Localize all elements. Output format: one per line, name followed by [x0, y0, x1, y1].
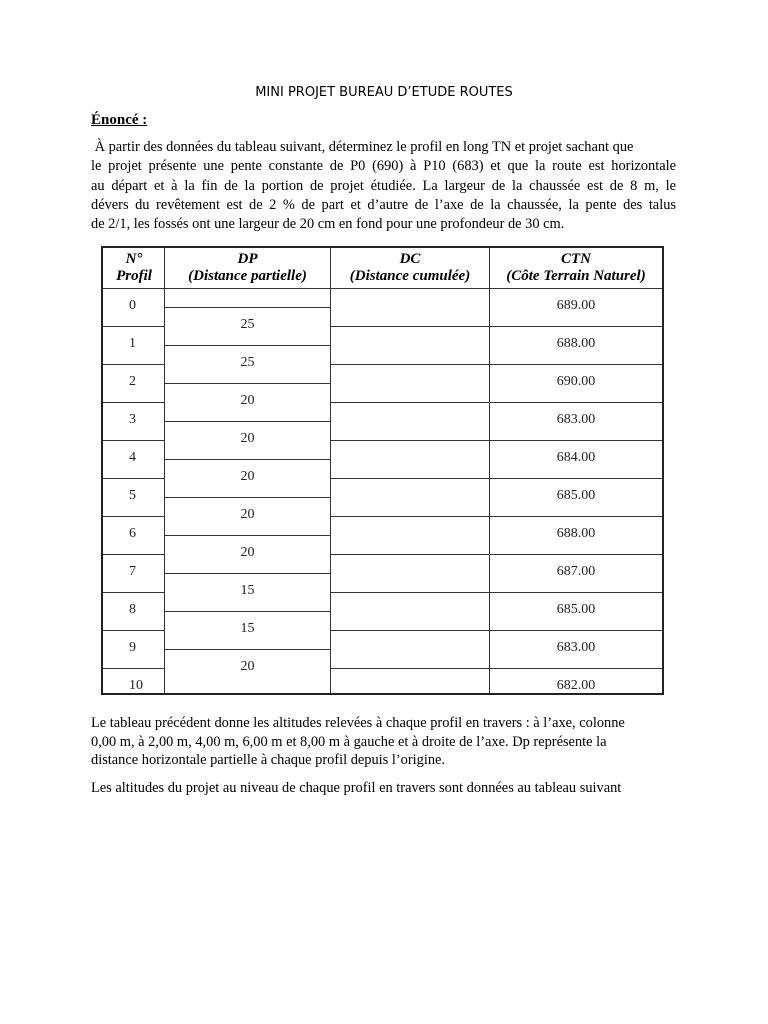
ctn-value: 688.00 — [556, 336, 596, 351]
data-table — [101, 246, 664, 695]
ctn-value: 689.00 — [556, 298, 596, 313]
row-divider — [103, 668, 165, 669]
page-title: MINI PROJET BUREAU D’ETUDE ROUTES — [255, 85, 513, 100]
intro-line: le projet présente une pente constante de P0 (690) à P10 (683) et que la route est horizontale — [91, 158, 676, 175]
dp-divider — [165, 573, 330, 574]
profile-number: 7 — [129, 564, 136, 579]
header-dc-line1: DC — [399, 251, 421, 267]
header-ctn-line1: CTN — [561, 251, 591, 267]
intro-paragraph — [91, 138, 676, 234]
row-divider — [330, 478, 490, 479]
row-divider — [490, 364, 662, 365]
dp-divider — [165, 649, 330, 650]
header-divider — [103, 288, 662, 289]
row-divider — [490, 516, 662, 517]
ctn-value: 685.00 — [556, 488, 596, 503]
ctn-value: 682.00 — [556, 678, 596, 693]
row-divider — [490, 592, 662, 593]
paragraph-line: Le tableau précédent donne les altitudes relevées à chaque profil en travers : à l’axe, colonne — [91, 715, 625, 731]
dp-value: 20 — [240, 659, 255, 674]
header-dp — [165, 248, 330, 288]
profile-number: 2 — [129, 374, 136, 389]
profile-number: 8 — [129, 602, 136, 617]
row-divider — [490, 326, 662, 327]
ctn-value: 683.00 — [556, 640, 596, 655]
header-dc-line2: (Distance cumulée) — [349, 268, 471, 284]
header-profil-line1: N° — [125, 251, 143, 267]
row-divider — [103, 440, 165, 441]
ctn-value: 683.00 — [556, 412, 596, 427]
profile-number: 4 — [129, 450, 136, 465]
header-dp-line2: (Distance partielle) — [188, 268, 307, 284]
ctn-value: 685.00 — [556, 602, 596, 617]
profile-number: 9 — [129, 640, 136, 655]
dp-divider — [165, 497, 330, 498]
dp-divider — [165, 459, 330, 460]
dp-value: 20 — [240, 431, 255, 446]
after-table-paragraph — [91, 714, 676, 770]
dp-divider — [165, 383, 330, 384]
dp-divider — [165, 611, 330, 612]
ctn-value: 684.00 — [556, 450, 596, 465]
ctn-value: 688.00 — [556, 526, 596, 541]
row-divider — [490, 440, 662, 441]
row-divider — [330, 630, 490, 631]
intro-line: au départ et à la fin de la portion de projet étudiée. La largeur de la chaussée est de 8 m, le — [91, 177, 676, 194]
row-divider — [103, 478, 165, 479]
intro-line: de 2/1, les fossés ont une largeur de 20 cm en fond pour une profondeur de 30 cm. — [91, 216, 565, 233]
row-divider — [330, 668, 490, 669]
header-dp-line1: DP — [237, 251, 258, 267]
header-profil — [103, 248, 165, 288]
header-ctn-line2: (Côte Terrain Naturel) — [506, 268, 646, 284]
ctn-value: 687.00 — [556, 564, 596, 579]
dp-value: 20 — [240, 469, 255, 484]
profile-number: 3 — [129, 412, 136, 427]
column-divider — [330, 248, 331, 693]
intro-line: dévers du revêtement est de 2 % de part et d’autre de l’axe de la chaussée, la pente des talus — [91, 196, 676, 213]
row-divider — [490, 668, 662, 669]
row-divider — [330, 326, 490, 327]
dp-value: 25 — [240, 355, 255, 370]
row-divider — [103, 402, 165, 403]
header-ctn — [490, 248, 662, 288]
row-divider — [330, 364, 490, 365]
paragraph-line: 0,00 m, à 2,00 m, 4,00 m, 6,00 m et 8,00 m à gauche et à droite de l’axe. Dp représente la — [91, 733, 607, 750]
profile-number: 6 — [129, 526, 136, 541]
dp-value: 20 — [240, 545, 255, 560]
row-divider — [330, 402, 490, 403]
row-divider — [490, 630, 662, 631]
row-divider — [103, 364, 165, 365]
closing-paragraph: Les altitudes du projet au niveau de chaque profil en travers sont données au tableau suivant — [91, 780, 622, 796]
paragraph-line: distance horizontale partielle à chaque profil depuis l’origine. — [91, 752, 446, 768]
dp-divider — [165, 535, 330, 536]
header-dc — [330, 248, 490, 288]
dp-value: 15 — [240, 583, 255, 598]
row-divider — [490, 402, 662, 403]
intro-line: À partir des données du tableau suivant, déterminez le profil en long TN et projet sachant que — [91, 139, 634, 155]
column-divider — [489, 248, 490, 693]
row-divider — [103, 630, 165, 631]
row-divider — [330, 554, 490, 555]
profile-number: 1 — [129, 336, 136, 351]
row-divider — [103, 326, 165, 327]
profile-number: 5 — [129, 488, 136, 503]
dp-value: 25 — [240, 317, 255, 332]
row-divider — [103, 516, 165, 517]
profile-number: 10 — [129, 678, 143, 693]
profile-number: 0 — [129, 298, 136, 313]
ctn-value: 690.00 — [556, 374, 596, 389]
row-divider — [330, 440, 490, 441]
dp-value: 20 — [240, 507, 255, 522]
dp-value: 15 — [240, 621, 255, 636]
dp-value: 20 — [240, 393, 255, 408]
dp-divider — [165, 307, 330, 308]
row-divider — [490, 554, 662, 555]
row-divider — [103, 554, 165, 555]
row-divider — [330, 516, 490, 517]
row-divider — [490, 478, 662, 479]
section-heading: Énoncé : — [91, 112, 148, 128]
row-divider — [103, 592, 165, 593]
header-profil-line2: Profil — [116, 268, 152, 284]
dp-divider — [165, 421, 330, 422]
row-divider — [330, 592, 490, 593]
dp-divider — [165, 345, 330, 346]
